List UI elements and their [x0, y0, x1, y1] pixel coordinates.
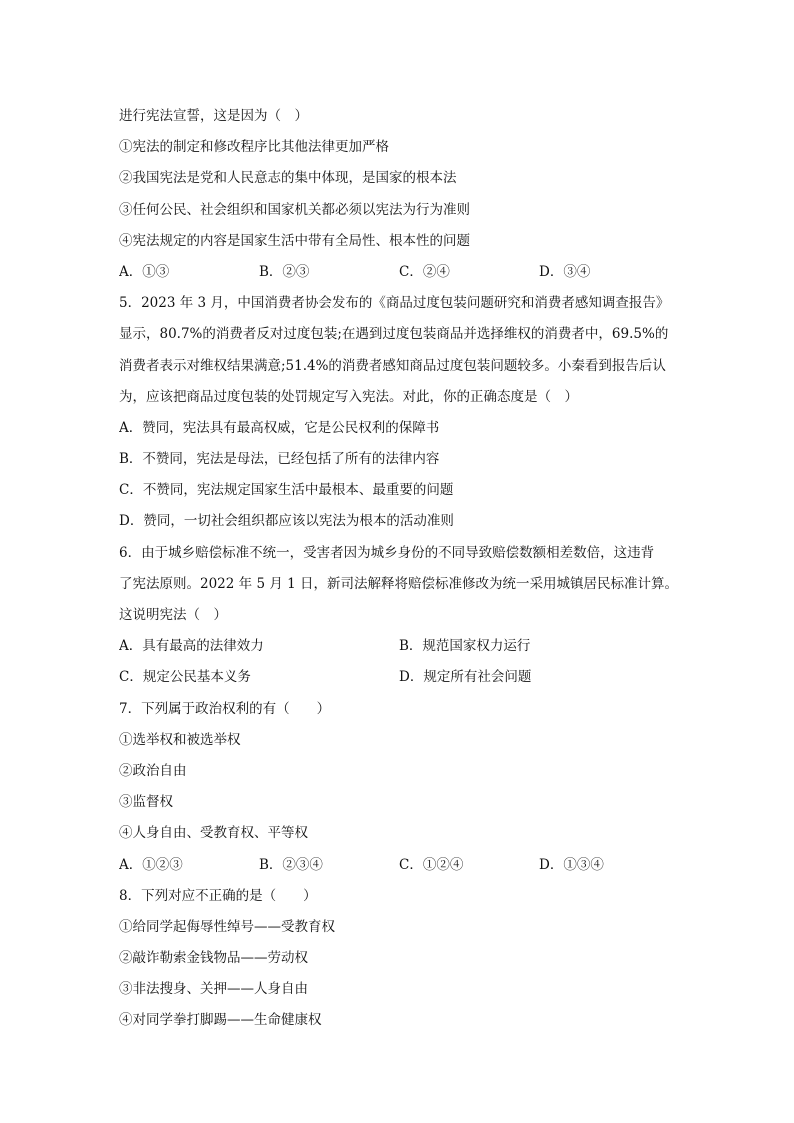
- q4-option-a: A．①③: [119, 263, 170, 280]
- q6-stem-line: 了宪法原则。2022 年 5 月 1 日，新司法解释将赔偿标准修改为统一采用城镇居民标准计算。: [119, 575, 678, 592]
- q5-stem-line: 显示，80.7%的消费者反对过度包装;在遇到过度包装商品并选择维权的消费者中，69.5%的: [119, 326, 669, 343]
- q4-option-d: D．③④: [539, 263, 591, 280]
- q7-item: ④人身自由、受教育权、平等权: [119, 825, 308, 842]
- q6-option-a: A．具有最高的法律效力: [119, 638, 264, 655]
- q6-option-b: B．规范国家权力运行: [399, 638, 531, 655]
- q4-option-c: C．②④: [399, 263, 450, 280]
- q6-options-row: [119, 662, 679, 693]
- q7-option-d: D．①③④: [539, 856, 604, 873]
- q8-item: ④对同学拳打脚踢——生命健康权: [119, 1012, 322, 1029]
- q7-item: ③监督权: [119, 794, 173, 811]
- q5-stem-line: 消费者表示对维权结果满意;51.4%的消费者感知商品过度包装问题较多。小秦看到报告后认: [119, 357, 666, 374]
- q4-item: ①宪法的制定和修改程序比其他法律更加严格: [119, 139, 389, 156]
- q5-stem-line: 为，应该把商品过度包装的处罚规定写入宪法。对此，你的正确态度是（ ）: [119, 388, 578, 405]
- q6-stem-line: 这说明宪法（ ）: [119, 607, 227, 623]
- q7-option-b: B．②③④: [259, 856, 323, 873]
- q5-option-b: B．不赞同，宪法是母法，已经包括了所有的法律内容: [119, 451, 440, 468]
- q5-stem-line: 5．2023 年 3 月，中国消费者协会发布的《商品过度包装问题研究和消费者感知调查报告》: [119, 295, 670, 312]
- q6-option-d: D．规定所有社会问题: [399, 669, 532, 686]
- q5-option-a: A．赞同，宪法具有最高权威，它是公民权利的保障书: [119, 419, 440, 436]
- q7-options: [119, 850, 679, 881]
- q7-option-a: A．①②③: [119, 856, 183, 873]
- q8-item: ③非法搜身、关押——人身自由: [119, 981, 308, 998]
- q8-item: ①给同学起侮辱性绰号——受教育权: [119, 918, 335, 935]
- q8-stem-line: 8．下列对应不正确的是（ ）: [119, 887, 317, 904]
- q4-options: [119, 257, 679, 288]
- q4-item: ③任何公民、社会组织和国家机关都必须以宪法为行为准则: [119, 201, 470, 218]
- q6-stem-line: 6．由于城乡赔偿标准不统一，受害者因为城乡身份的不同导致赔偿数额相差数倍，这违背: [119, 544, 655, 561]
- q7-item: ①选举权和被选举权: [119, 731, 241, 748]
- q7-item: ②政治自由: [119, 762, 187, 779]
- q7-option-c: C．①②④: [399, 856, 464, 873]
- q8-item: ②敲诈勒索金钱物品——劳动权: [119, 950, 308, 967]
- q4-stem-line: 进行宪法宣誓，这是因为（ ）: [119, 108, 308, 124]
- question-content: [119, 101, 679, 1037]
- q7-stem-line: 7．下列属于政治权利的有（ ）: [119, 700, 331, 717]
- q5-option-d: D．赞同，一切社会组织都应该以宪法为根本的活动准则: [119, 513, 454, 530]
- q4-option-b: B．②③: [259, 263, 310, 280]
- q6-option-c: C．规定公民基本义务: [119, 669, 251, 686]
- q4-item: ②我国宪法是党和人民意志的集中体现，是国家的根本法: [119, 170, 457, 187]
- q5-option-c: C．不赞同，宪法规定国家生活中最根本、最重要的问题: [119, 482, 454, 499]
- q6-options-row: [119, 631, 679, 662]
- q4-item: ④宪法规定的内容是国家生活中带有全局性、根本性的问题: [119, 232, 470, 249]
